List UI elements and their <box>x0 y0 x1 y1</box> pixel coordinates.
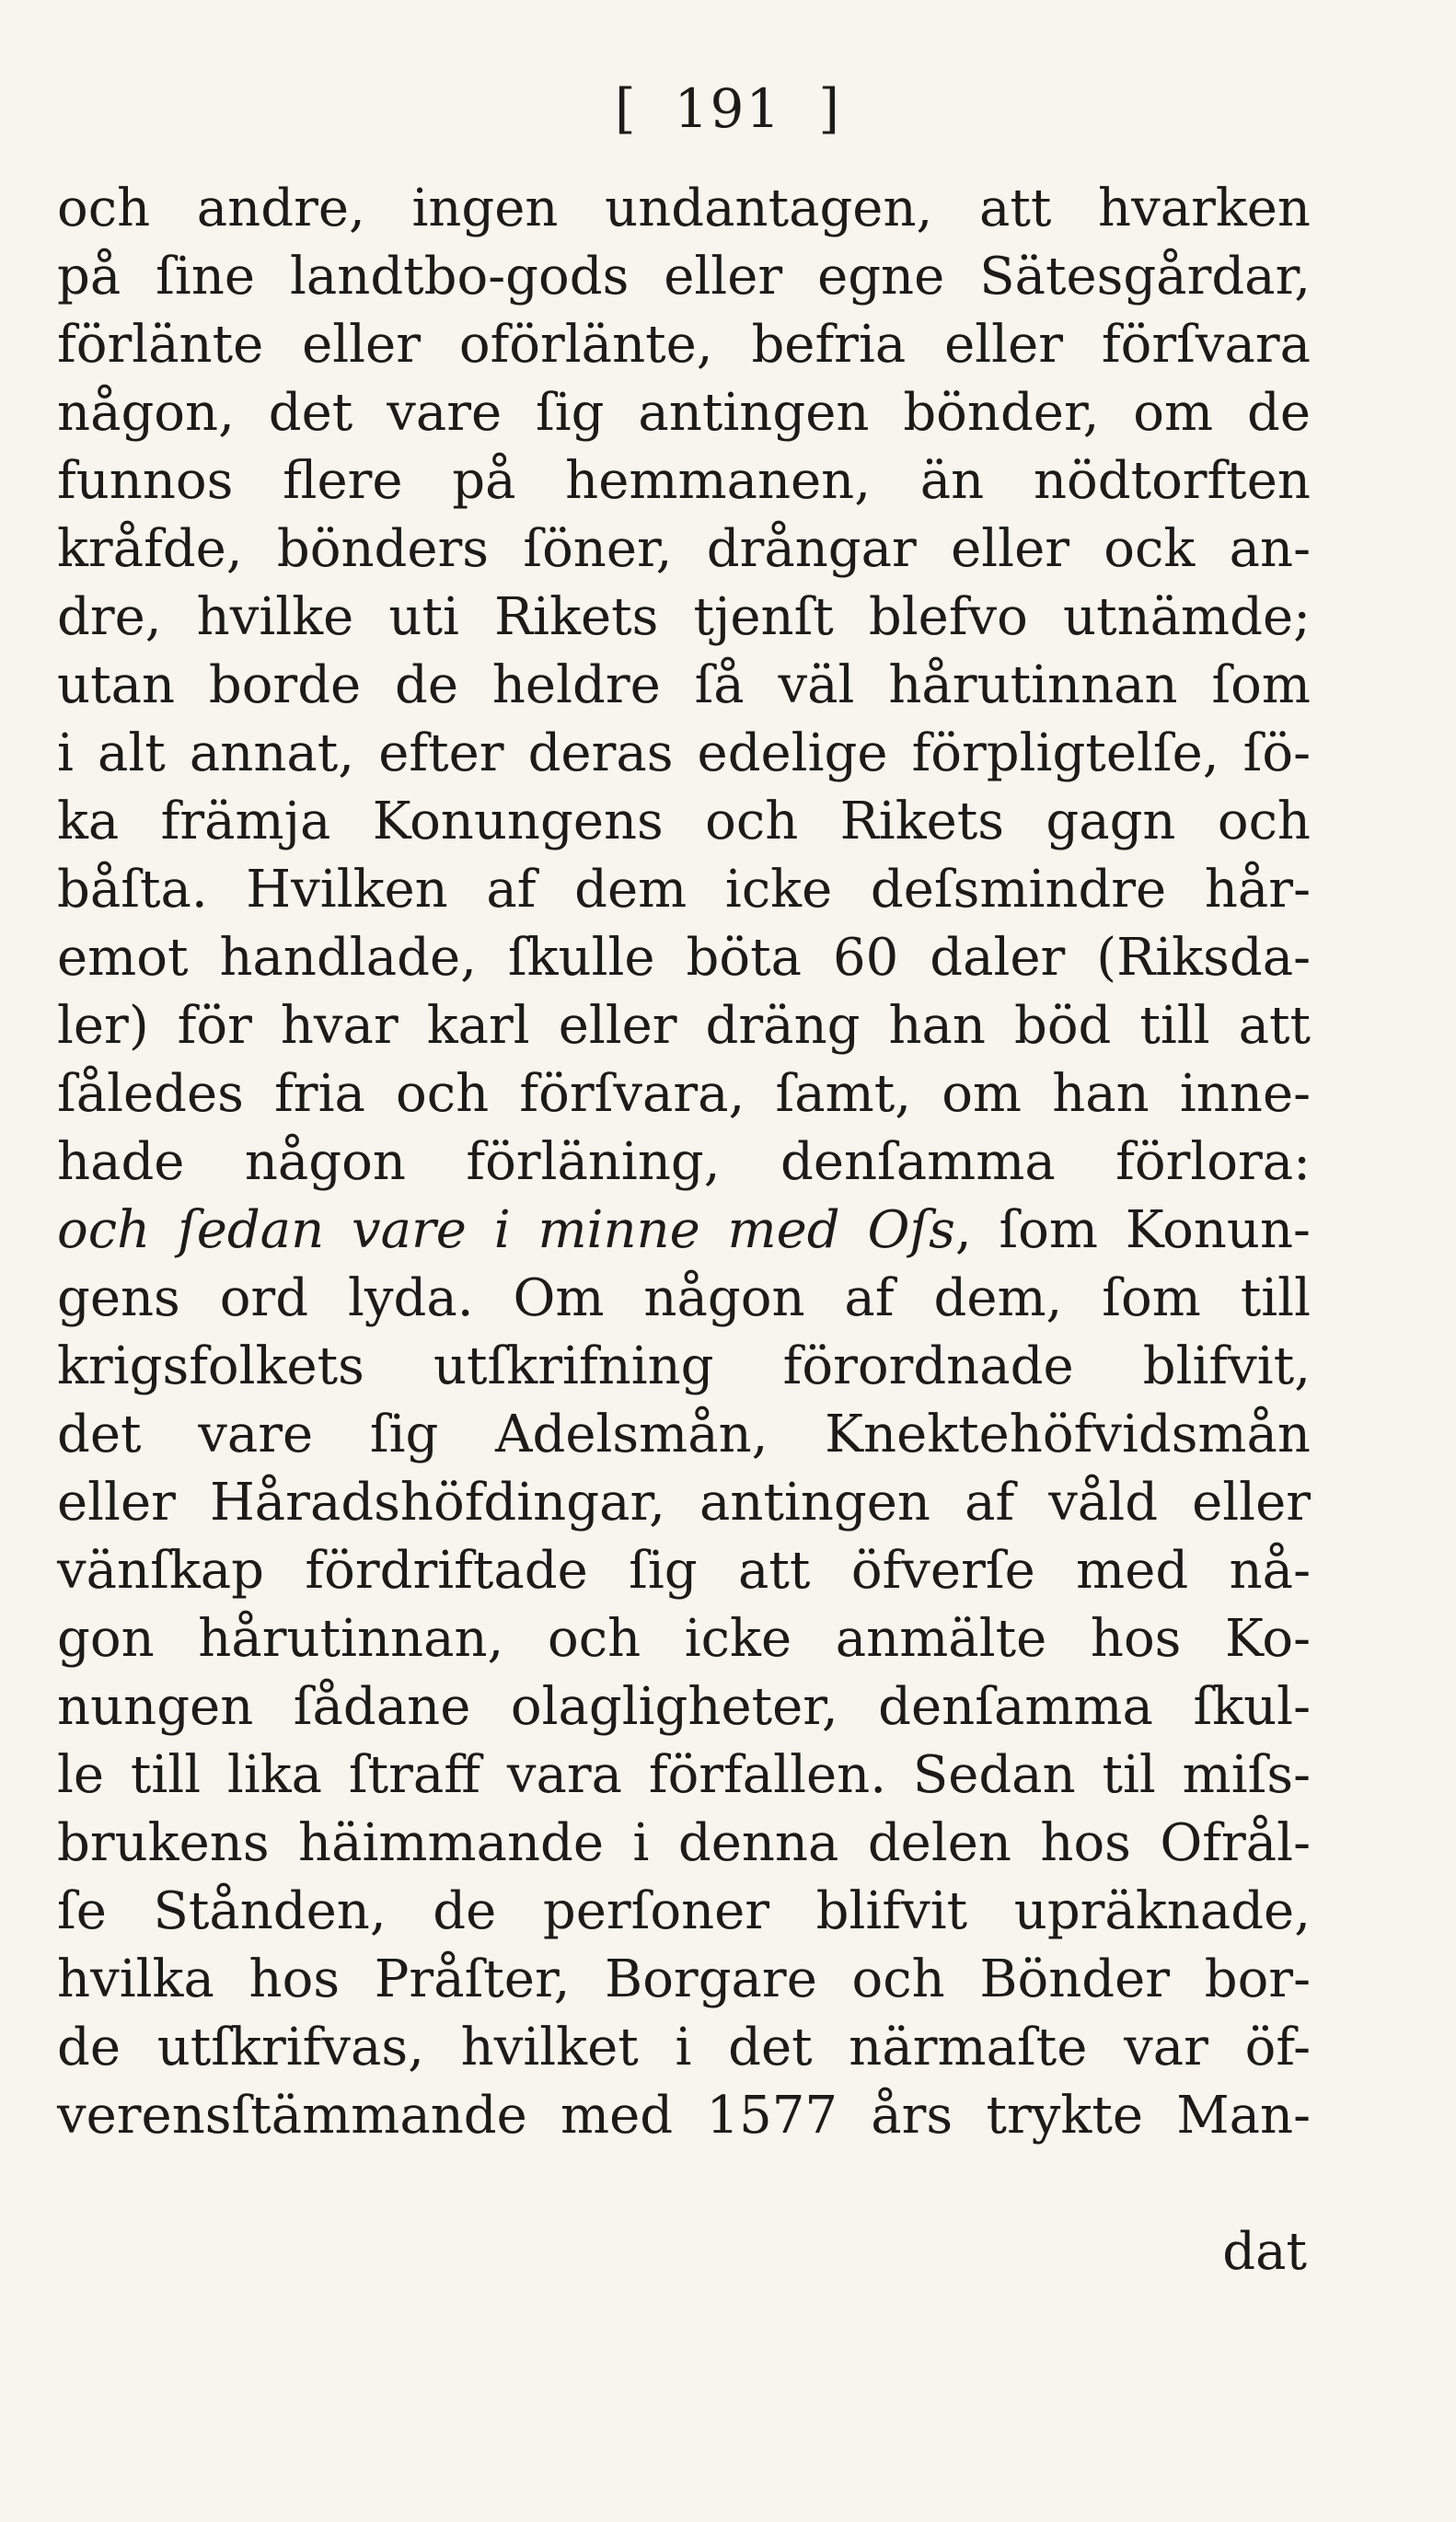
body-text <box>57 175 1311 2150</box>
text-line: funnos flere på hemmanen, än nödtorften <box>57 451 1311 511</box>
text-line: utan borde de heldre ſå väl hårutinnan ſom <box>57 655 1311 715</box>
text-line: i alt annat, efter deras edelige förpligtelſe, ſö- <box>57 723 1311 783</box>
text-line: vänſkap fördriftade ſig att öfverſe med nå- <box>57 1541 1311 1601</box>
text-line: krigsfolkets utſkrifning förordnade blifvit, <box>57 1336 1311 1396</box>
text-line-italic <box>57 1197 1311 1265</box>
text-line: brukens häimmande i denna delen hos Ofrål- <box>57 1813 1311 1873</box>
text-line: dre, hvilke uti Rikets tjenſt blefvo utnämde; <box>57 587 1311 647</box>
text-line: ka främja Konungens och Rikets gagn och <box>57 792 1311 851</box>
page-header <box>0 72 1456 145</box>
catchword: dat <box>1222 2222 1307 2282</box>
page-number: 191 <box>674 77 782 140</box>
text-line: nungen ſådane olagligheter, denſamma ſkul- <box>57 1677 1311 1737</box>
text-line: och andre, ingen undantagen, att hvarken <box>57 179 1311 238</box>
text-line: de utſkrifvas, hvilket i det närmaſte var öf- <box>57 2018 1311 2077</box>
text-line: någon, det vare ſig antingen bönder, om de <box>57 383 1311 443</box>
text-line: kråfde, bönders ſöner, drångar eller ock an- <box>57 519 1311 579</box>
italic-phrase: och ſedan vare i minne med Oſs <box>57 1200 955 1260</box>
text-line: emot handlade, ſkulle böta 60 daler (Riksda- <box>57 928 1311 988</box>
text-line: ler) för hvar karl eller dräng han böd till att <box>57 996 1311 1056</box>
bracket-close: ] <box>818 77 841 140</box>
text-line: förlänte eller oförlänte, befria eller förſvara <box>57 315 1311 375</box>
text-line: ſe Stånden, de perſoner blifvit upräknade, <box>57 1881 1311 1941</box>
text-line: båſta. Hvilken af dem icke deſsmindre hår- <box>57 860 1311 920</box>
text-line-rest: , ſom Konun- <box>954 1200 1311 1260</box>
text-line: på ſine landtbo-gods eller egne Sätesgårdar, <box>57 247 1311 307</box>
text-line: hade någon förläning, denſamma förlora: <box>57 1132 1311 1192</box>
bracket-open: [ <box>615 77 638 140</box>
text-line: le till lika ſtraff vara förfallen. Sedan til miſs- <box>57 1745 1311 1805</box>
text-line: gens ord lyda. Om någon af dem, ſom till <box>57 1268 1311 1328</box>
text-line: det vare ſig Adelsmån, Knektehöfvidsmån <box>57 1405 1311 1464</box>
text-line: eller Håradshöfdingar, antingen af våld eller <box>57 1473 1311 1533</box>
text-line: verensſtämmande med 1577 års trykte Man- <box>57 2086 1311 2146</box>
text-line: ſåledes fria och förſvara, ſamt, om han inne- <box>57 1064 1311 1124</box>
text-line: hvilka hos Pråſter, Borgare och Bönder bor- <box>57 1949 1311 2009</box>
text-line: gon hårutinnan, och icke anmälte hos Ko- <box>57 1609 1311 1669</box>
